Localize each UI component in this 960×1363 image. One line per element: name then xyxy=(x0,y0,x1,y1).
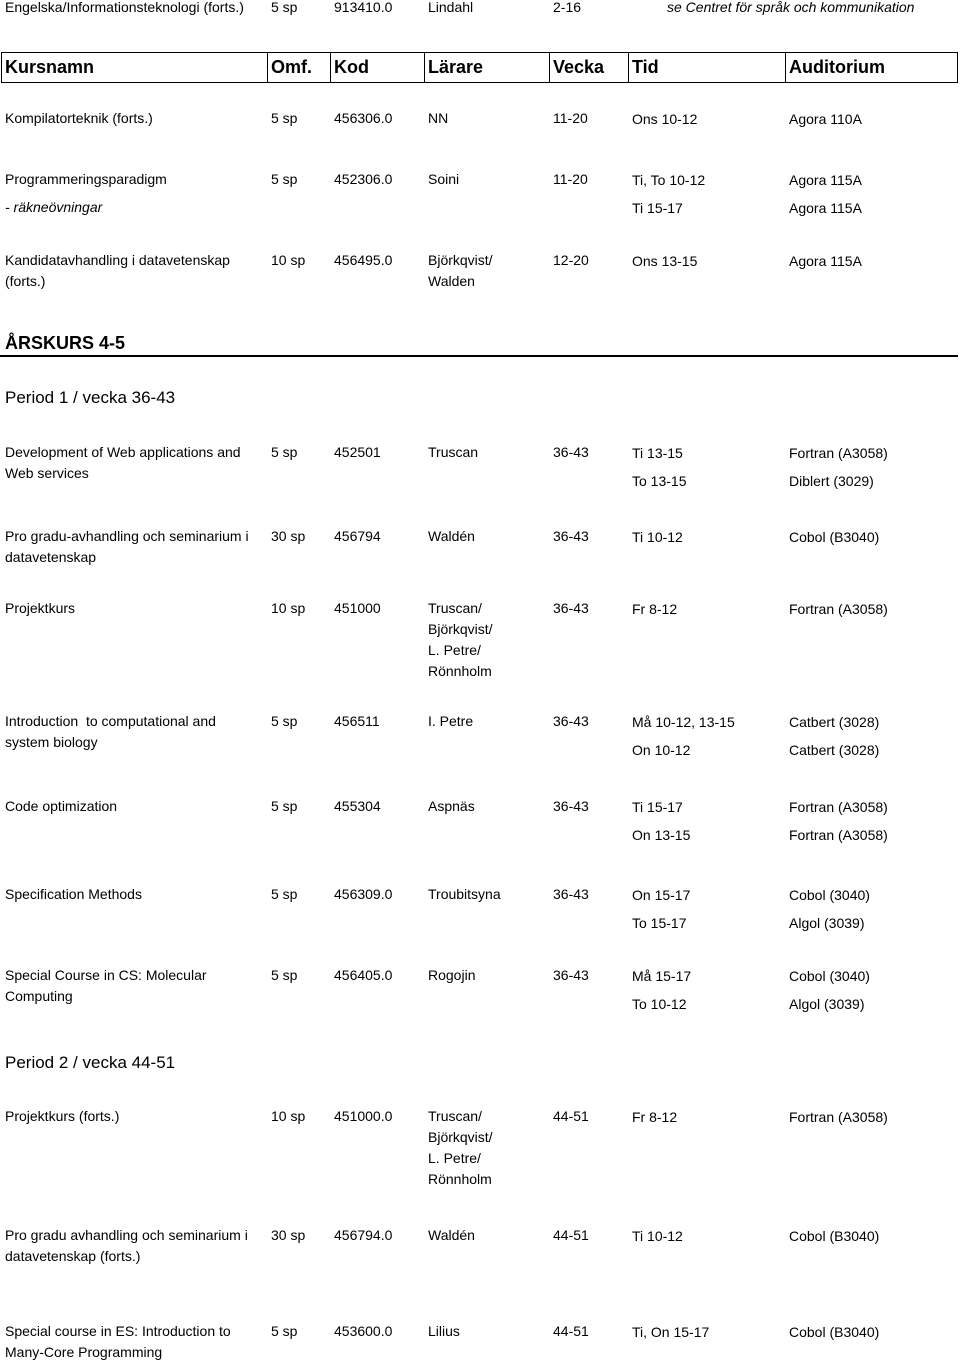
teacher-line: Björkqvist/ xyxy=(428,252,493,268)
period-heading: Period 2 / vecka 44-51 xyxy=(5,1053,176,1072)
teacher-line: Björkqvist/ xyxy=(428,621,493,637)
course-credits: 5 sp xyxy=(271,713,298,729)
course-credits: 5 sp xyxy=(271,444,298,460)
section-heading: ÅRSKURS 4-5 xyxy=(5,333,126,353)
room-line: Fortran (A3058) xyxy=(789,600,888,617)
teacher-line: Truscan/ xyxy=(428,1108,482,1124)
teacher-line: Rönnholm xyxy=(428,663,492,679)
course-code: 451000.0 xyxy=(334,1108,393,1124)
course-name-line: datavetenskap xyxy=(5,549,97,565)
course-credits: 5 sp xyxy=(271,798,298,814)
course-time xyxy=(632,595,677,623)
course-time xyxy=(632,793,690,849)
teacher-line: Truscan/ xyxy=(428,600,482,616)
course-teacher xyxy=(428,442,478,463)
teacher-line: Rogojin xyxy=(428,967,476,983)
teacher-line: L. Petre/ xyxy=(428,642,481,658)
course-name xyxy=(5,884,142,905)
course-room xyxy=(789,166,862,194)
course-teacher xyxy=(428,796,475,817)
time-line: Fr 8-12 xyxy=(632,1108,678,1125)
time-line: Må 10-12, 13-15 xyxy=(632,713,735,730)
room-line: Cobol (B3040) xyxy=(789,1227,880,1244)
time-line: On 13-15 xyxy=(632,826,691,843)
time-line: To 13-15 xyxy=(632,472,687,489)
course-name xyxy=(5,250,230,292)
room-line: Agora 110A xyxy=(789,110,862,127)
time-line: Ti, On 15-17 xyxy=(632,1323,710,1340)
teacher-line: Lilius xyxy=(428,1323,460,1339)
time-line: Må 15-17 xyxy=(632,967,692,984)
course-name-line: Kompilatorteknik (forts.) xyxy=(5,110,153,126)
course-name-line: - räkneövningar xyxy=(5,199,103,215)
course-note: se Centret för språk och kommunikation xyxy=(667,0,915,15)
course-room xyxy=(789,1222,879,1250)
course-credits: 5 sp xyxy=(271,1323,298,1339)
course-name xyxy=(5,598,75,619)
teacher-line: NN xyxy=(428,110,449,126)
course-time xyxy=(632,105,697,133)
course-code: 452306.0 xyxy=(334,171,393,187)
teacher-line: Waldén xyxy=(428,528,475,544)
course-name xyxy=(5,1321,231,1363)
course-name xyxy=(5,197,102,218)
course-weeks: 36-43 xyxy=(553,798,589,814)
room-line: Fortran (A3058) xyxy=(789,1108,888,1125)
course-name-line: datavetenskap (forts.) xyxy=(5,1248,141,1264)
room-line: Fortran (A3058) xyxy=(789,798,888,815)
course-teacher xyxy=(428,1321,460,1342)
course-weeks: 36-43 xyxy=(553,528,589,544)
course-time xyxy=(632,194,683,222)
room-line: Algol (3039) xyxy=(789,995,865,1012)
course-room xyxy=(789,1318,879,1346)
course-code: 451000 xyxy=(334,600,381,616)
course-room xyxy=(789,247,862,275)
course-weeks: 36-43 xyxy=(553,600,589,616)
course-room xyxy=(789,523,879,551)
header-kod: Kod xyxy=(330,53,424,82)
time-line: Ons 13-15 xyxy=(632,252,698,269)
course-teacher xyxy=(428,108,448,129)
course-code: 913410.0 xyxy=(334,0,393,15)
course-teacher xyxy=(428,1225,475,1246)
course-name-line: Code optimization xyxy=(5,798,118,814)
course-name xyxy=(5,711,216,753)
course-name xyxy=(5,169,167,190)
room-line: Cobol (3040) xyxy=(789,886,870,903)
time-line: On 10-12 xyxy=(632,741,691,758)
room-line: Catbert (3028) xyxy=(789,741,880,758)
course-time xyxy=(632,708,735,764)
course-weeks: 36-43 xyxy=(553,967,589,983)
course-code: 456794 xyxy=(334,528,381,544)
course-code: 455304 xyxy=(334,798,381,814)
course-name-line: system biology xyxy=(5,734,98,750)
course-name-line: Development of Web applications and xyxy=(5,444,241,460)
course-room xyxy=(789,439,888,495)
teacher-line: Aspnäs xyxy=(428,798,475,814)
course-weeks: 11-20 xyxy=(553,110,588,126)
time-line: Ti 10-12 xyxy=(632,1227,683,1244)
course-code: 456794.0 xyxy=(334,1227,393,1243)
course-time xyxy=(632,523,683,551)
course-name xyxy=(5,526,249,568)
time-line: Ti 13-15 xyxy=(632,444,683,461)
course-time xyxy=(632,247,697,275)
time-line: Ti, To 10-12 xyxy=(632,171,706,188)
course-name-line: Special course in ES: Introduction to xyxy=(5,1323,231,1339)
room-line: Cobol (B3040) xyxy=(789,1323,880,1340)
course-weeks: 2-16 xyxy=(553,0,582,15)
course-credits: 5 sp xyxy=(271,110,298,126)
room-line: Catbert (3028) xyxy=(789,713,880,730)
course-code: 456405.0 xyxy=(334,967,393,983)
teacher-line: L. Petre/ xyxy=(428,1150,481,1166)
course-name xyxy=(5,796,117,817)
course-code: 453600.0 xyxy=(334,1323,393,1339)
course-weeks: 12-20 xyxy=(553,252,589,268)
room-line: Agora 115A xyxy=(789,171,862,188)
course-room xyxy=(789,595,888,623)
course-time xyxy=(632,166,705,194)
course-code: 456495.0 xyxy=(334,252,393,268)
room-line: Diblert (3029) xyxy=(789,472,874,489)
course-teacher xyxy=(428,526,475,547)
course-room xyxy=(789,105,862,133)
course-name xyxy=(5,1225,248,1267)
room-line: Algol (3039) xyxy=(789,914,865,931)
course-weeks: 44-51 xyxy=(553,1108,589,1124)
course-credits: 5 sp xyxy=(271,0,298,15)
course-room xyxy=(789,793,888,849)
header-larare: Lärare xyxy=(424,53,549,82)
course-teacher xyxy=(428,884,501,905)
course-credits: 5 sp xyxy=(271,967,298,983)
course-name-line: Pro gradu avhandling och seminarium i xyxy=(5,1227,248,1243)
course-credits: 30 sp xyxy=(271,528,306,544)
course-code: 456511 xyxy=(334,713,380,729)
time-line: Fr 8-12 xyxy=(632,600,678,617)
course-time xyxy=(632,1318,709,1346)
course-code: 452501 xyxy=(334,444,381,460)
header-omf: Omf. xyxy=(267,53,330,82)
time-line: To 10-12 xyxy=(632,995,687,1012)
teacher-line: Soini xyxy=(428,171,460,187)
teacher-line: Truscan xyxy=(428,444,479,460)
course-name-line: Projektkurs xyxy=(5,600,76,616)
room-line: Cobol (B3040) xyxy=(789,528,880,545)
course-weeks: 36-43 xyxy=(553,444,589,460)
course-time xyxy=(632,439,686,495)
course-name-line: Programmeringsparadigm xyxy=(5,171,167,187)
course-name xyxy=(5,965,207,1007)
course-teacher xyxy=(428,169,459,190)
course-credits: 5 sp xyxy=(271,171,298,187)
course-name xyxy=(5,1106,119,1127)
course-name-line: Special Course in CS: Molecular xyxy=(5,967,207,983)
course-weeks: 44-51 xyxy=(553,1227,589,1243)
course-name-line: Web services xyxy=(5,465,89,481)
teacher-line: Rönnholm xyxy=(428,1171,492,1187)
course-name-line: Projektkurs (forts.) xyxy=(5,1108,120,1124)
course-time xyxy=(632,962,691,1018)
room-line: Agora 115A xyxy=(789,199,862,216)
course-time xyxy=(632,881,690,937)
course-weeks: 36-43 xyxy=(553,713,589,729)
header-kursnamn: Kursnamn xyxy=(1,53,267,82)
course-credits: 10 sp xyxy=(271,1108,306,1124)
header-tid: Tid xyxy=(628,53,785,82)
room-line: Fortran (A3058) xyxy=(789,444,888,461)
course-name-line: Pro gradu-avhandling och seminarium i xyxy=(5,528,249,544)
time-line: Ti 15-17 xyxy=(632,199,683,216)
course-name xyxy=(5,442,241,484)
course-room xyxy=(789,708,879,764)
course-credits: 5 sp xyxy=(271,886,298,902)
header-vecka: Vecka xyxy=(549,53,628,82)
course-code: 456306.0 xyxy=(334,110,393,126)
course-name-line: Introduction to computational and xyxy=(5,713,216,729)
course-name: Engelska/Informationsteknologi (forts.) xyxy=(5,0,244,15)
course-weeks: 11-20 xyxy=(553,171,588,187)
course-room xyxy=(789,881,870,937)
course-room xyxy=(789,1103,888,1131)
course-teacher xyxy=(428,965,475,986)
course-teacher xyxy=(428,711,473,732)
teacher-line: Walden xyxy=(428,273,475,289)
course-name-line: Many-Core Programming xyxy=(5,1344,163,1360)
teacher-line: Waldén xyxy=(428,1227,475,1243)
time-line: Ti 10-12 xyxy=(632,528,683,545)
header-auditorium: Auditorium xyxy=(785,53,958,82)
course-credits: 30 sp xyxy=(271,1227,306,1243)
section-rule xyxy=(0,355,958,357)
course-name xyxy=(5,108,153,129)
course-code: 456309.0 xyxy=(334,886,393,902)
teacher-line: Björkqvist/ xyxy=(428,1129,493,1145)
course-name-line: Specification Methods xyxy=(5,886,142,902)
room-line: Fortran (A3058) xyxy=(789,826,888,843)
room-line: Cobol (3040) xyxy=(789,967,870,984)
room-line: Agora 115A xyxy=(789,252,862,269)
teacher-line: I. Petre xyxy=(428,713,474,729)
course-name-line: (forts.) xyxy=(5,273,46,289)
course-credits: 10 sp xyxy=(271,600,306,616)
table-header xyxy=(1,52,958,83)
time-line: Ti 15-17 xyxy=(632,798,683,815)
teacher-line: Troubitsyna xyxy=(428,886,501,902)
course-credits: 10 sp xyxy=(271,252,306,268)
period-heading: Period 1 / vecka 36-43 xyxy=(5,388,176,407)
course-time xyxy=(632,1222,683,1250)
course-name-line: Kandidatavhandling i datavetenskap xyxy=(5,252,230,268)
time-line: Ons 10-12 xyxy=(632,110,698,127)
course-name-line: Computing xyxy=(5,988,73,1004)
course-teacher xyxy=(428,250,493,292)
course-room xyxy=(789,194,862,222)
course-teacher xyxy=(428,598,493,682)
time-line: On 15-17 xyxy=(632,886,691,903)
course-weeks: 36-43 xyxy=(553,886,589,902)
time-line: To 15-17 xyxy=(632,914,687,931)
course-room xyxy=(789,962,870,1018)
course-teacher: Lindahl xyxy=(428,0,474,15)
course-teacher xyxy=(428,1106,493,1190)
course-weeks: 44-51 xyxy=(553,1323,589,1339)
course-time xyxy=(632,1103,677,1131)
